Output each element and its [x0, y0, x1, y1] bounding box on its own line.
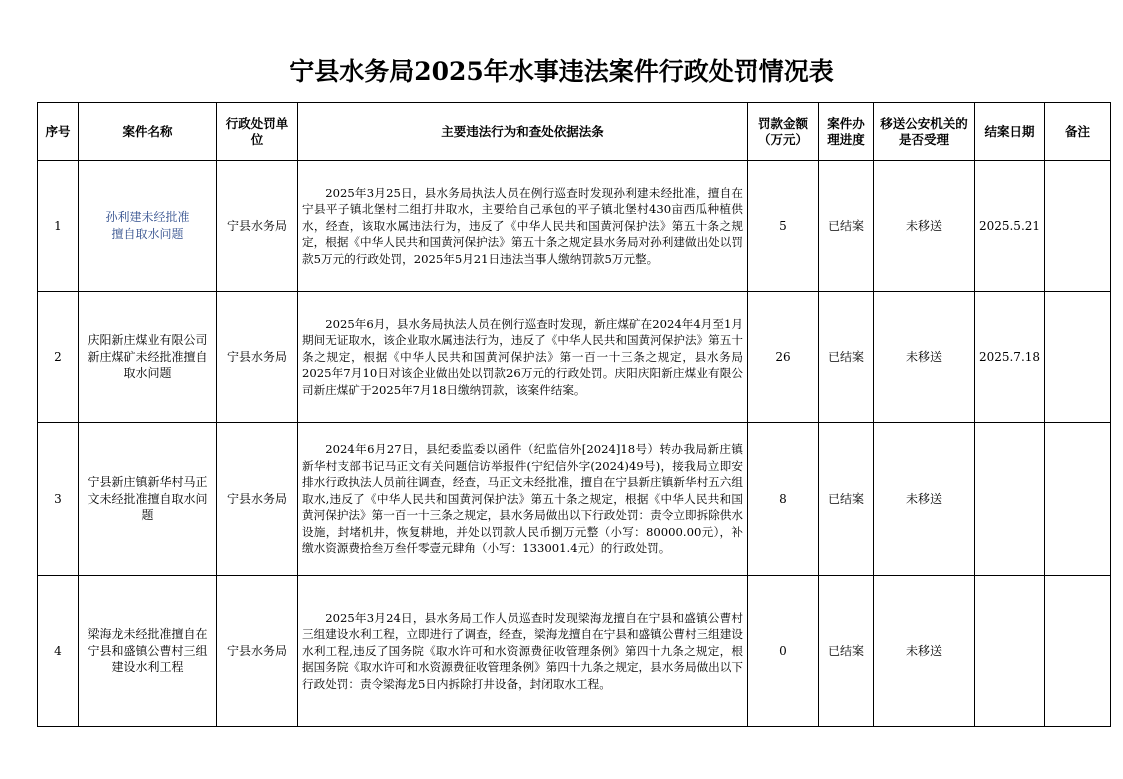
table-row — [38, 292, 1111, 423]
row-case-name: 梁海龙未经批准擅自在宁县和盛镇公曹村三组建设水利工程 — [79, 576, 217, 727]
penalty-table — [37, 102, 1111, 727]
row-progress: 已结案 — [819, 161, 874, 292]
header-no: 序号 — [38, 103, 79, 161]
header-row — [38, 103, 1111, 161]
row-violation: 2025年6月，县水务局执法人员在例行巡查时发现，新庄煤矿在2024年4月至1月期间无证取水，该企业取水属违法行为，违反了《中华人民共和国黄河保护法》第五十条之规定，根据《中华人民共和国黄河保护法》第一百一十三条之规定，县水务局2025年7月10日对该企业做出处以罚款26万元的行政处罚。庆阳庆阳新庄煤业有限公司新庄煤矿于2025年7月18日缴纳罚款，该案件结案。 — [298, 292, 748, 423]
row-unit: 宁县水务局 — [217, 292, 298, 423]
header-progress: 案件办理进度 — [819, 103, 874, 161]
row-police: 未移送 — [874, 292, 975, 423]
header-unit: 行政处罚单 位 — [217, 103, 298, 161]
row-police: 未移送 — [874, 423, 975, 576]
header-case-name: 案件名称 — [79, 103, 217, 161]
row-remark — [1045, 576, 1111, 727]
row-date — [975, 423, 1045, 576]
row-no: 2 — [38, 292, 79, 423]
table-row — [38, 423, 1111, 576]
header-remark: 备注 — [1045, 103, 1111, 161]
row-progress: 已结案 — [819, 423, 874, 576]
row-fine: 8 — [748, 423, 819, 576]
row-unit: 宁县水务局 — [217, 161, 298, 292]
row-violation: 2025年3月24日，县水务局工作人员巡查时发现梁海龙擅自在宁县和盛镇公曹村三组建设水利工程，立即进行了调查，经查，梁海龙擅自在宁县和盛镇公曹村三组建设水利工程,违反了国务院《取水许可和水资源费征收管理条例》第四十九条之规定，根据国务院《取水许可和水资源费征收管理条例》第四十九条之规定，县水务局做出以下行政处罚：责令梁海龙5日内拆除打井设备，封闭取水工程。 — [298, 576, 748, 727]
row-case-name: 宁县新庄镇新华村马正文未经批准擅自取水问题 — [79, 423, 217, 576]
row-no: 3 — [38, 423, 79, 576]
row-remark — [1045, 423, 1111, 576]
row-police: 未移送 — [874, 161, 975, 292]
row-no: 1 — [38, 161, 79, 292]
row-violation: 2024年6月27日，县纪委监委以函件（纪监信外[2024]18号）转办我局新庄镇新华村支部书记马正文有关问题信访举报件(宁纪信外字(2024)49号)，接我局立即安排水行政执法人员前往调查，经查，马正文未经批准，擅自在宁县新庄镇新华村五六组取水,违反了《中华人民共和国黄河保护法》第五十条之规定，根据《中华人民共和国黄河保护法》第一百一十三条之规定，县水务局做出以下行政处罚：责令立即拆除供水设施，封堵机井，恢复耕地，并处以罚款人民币捌万元整（小写：80000.00元），补缴水资源费拾叁万叁仟零壹元肆角（小写：133001.4元）的行政处罚。 — [298, 423, 748, 576]
table-row — [38, 576, 1111, 727]
row-date: 2025.5.21 — [975, 161, 1045, 292]
header-violation: 主要违法行为和查处依据法条 — [298, 103, 748, 161]
row-violation: 2025年3月25日，县水务局执法人员在例行巡查时发现孙利建未经批准，擅自在宁县平子镇北堡村二组打井取水，主要给自己承包的平子镇北堡村430亩西瓜种植供水，经查，该取水属违法行为，违反了《中华人民共和国黄河保护法》第五十条之规定，根据《中华人民共和国黄河保护法》第五十条之规定县水务局对孙利建做出处以罚款5万元的行政处罚，2025年5月21日违法当事人缴纳罚款5万元整。 — [298, 161, 748, 292]
row-unit: 宁县水务局 — [217, 423, 298, 576]
row-case-name: 孙利建未经批准擅自取水问题 — [79, 161, 217, 292]
row-date — [975, 576, 1045, 727]
header-police: 移送公安机关的是否受理 — [874, 103, 975, 161]
header-fine: 罚款金额（万元） — [748, 103, 819, 161]
row-unit: 宁县水务局 — [217, 576, 298, 727]
row-remark — [1045, 292, 1111, 423]
row-fine: 5 — [748, 161, 819, 292]
table-row — [38, 161, 1111, 292]
row-case-name: 庆阳新庄煤业有限公司新庄煤矿未经批准擅自取水问题 — [79, 292, 217, 423]
header-date: 结案日期 — [975, 103, 1045, 161]
row-progress: 已结案 — [819, 576, 874, 727]
row-fine: 26 — [748, 292, 819, 423]
row-fine: 0 — [748, 576, 819, 727]
row-police: 未移送 — [874, 576, 975, 727]
row-no: 4 — [38, 576, 79, 727]
page-title: 宁县水务局2025年水事违法案件行政处罚情况表 — [289, 57, 834, 86]
row-progress: 已结案 — [819, 292, 874, 423]
row-date: 2025.7.18 — [975, 292, 1045, 423]
row-remark — [1045, 161, 1111, 292]
